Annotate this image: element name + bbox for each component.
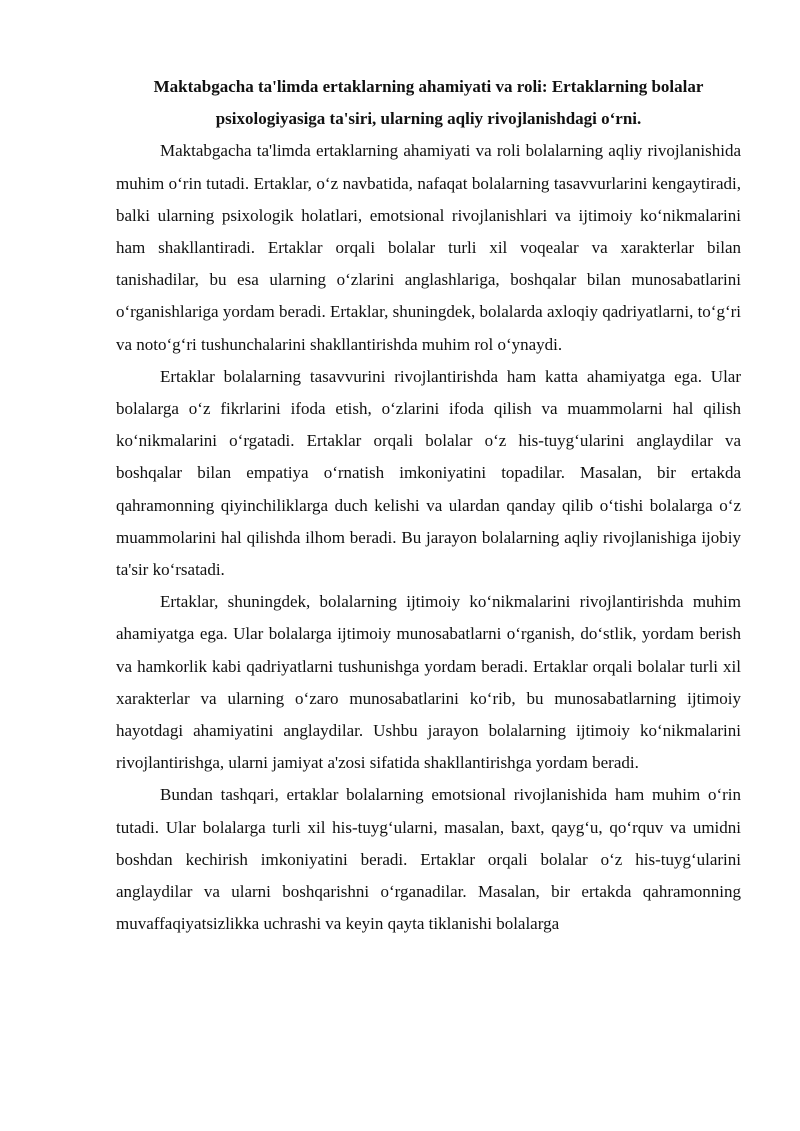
document-page [116, 71, 741, 940]
paragraph-2: Ertaklar bolalarning tasavvurini rivojlantirishda ham katta ahamiyatga ega. Ular bolalarga o‘z fikrlarini ifoda etish, o‘zlarini ifoda qilish va muammolarni hal qilish ko‘nikmalarini o‘rgatadi. Ertaklar orqali bolalar o‘z his-tuyg‘ularini anglaydilar va boshqalar bilan empatiya o‘rnatish imkoniyatini topadilar. Masalan, bir ertakda qahramonning qiyinchiliklarga duch kelishi va ulardan qanday qilib o‘tishi bolalarga o‘z muammolarini hal qilishda ilhom beradi. Bu jarayon bolalarning aqliy rivojlanishiga ijobiy ta'sir ko‘rsatadi. [116, 366, 741, 580]
document-title: Maktabgacha ta'limda ertaklarning ahamiyati va roli: Ertaklarning bolalar psixologiyasiga ta'siri, ularning aqliy rivojlanishdagi o‘rni. [153, 77, 704, 129]
paragraph-3: Ertaklar, shuningdek, bolalarning ijtimoiy ko‘nikmalarini rivojlantirishda muhim ahamiyatga ega. Ular bolalarga ijtimoiy munosabatlarni o‘rganish, do‘stlik, yordam berish va hamkorlik kabi qadriyatlarni tushunishga yordam beradi. Ertaklar orqali bolalar turli xil xarakterlar va ularning o‘zaro munosabatlarini ko‘rib, bu munosabatlarning ijtimoiy hayotdagi ahamiyatini anglaydilar. Ushbu jarayon bolalarning ijtimoiy ko‘nikmalarini rivojlantirishga, ularni jamiyat a'zosi sifatida shakllantirishga yordam beradi. [116, 592, 741, 773]
paragraph-4: Bundan tashqari, ertaklar bolalarning emotsional rivojlanishida ham muhim o‘rin tutadi. Ular bolalarga turli xil his-tuyg‘ularni, masalan, baxt, qayg‘u, qo‘rquv va umidni boshdan kechirish imkoniyatini beradi. Ertaklar orqali bolalar o‘z his-tuyg‘ularini anglaydilar va ularni boshqarishni o‘rganadilar. Masalan, bir ertakda qahramonning muvaffaqiyatsizlikka uchrashi va keyin qayta tiklanishi bolalarga [116, 785, 741, 934]
paragraph-1: Maktabgacha ta'limda ertaklarning ahamiyati va roli bolalarning aqliy rivojlanishida muhim o‘rin tutadi. Ertaklar, o‘z navbatida, nafaqat bolalarning tasavvurlarini kengaytiradi, balki ularning psixologik holatlari, emotsional rivojlanishlari va ijtimoiy ko‘nikmalarini ham shakllantiradi. Ertaklar orqali bolalar turli xil voqealar va xarakterlar bilan tanishadilar, bu esa ularning o‘zlarini anglashlariga, boshqalar bilan munosabatlarini o‘rganishlariga yordam beradi. Ertaklar, shuningdek, bolalarda axloqiy qadriyatlarni, to‘g‘ri va noto‘g‘ri tushunchalarini shakllantirishda muhim rol o‘ynaydi. [116, 141, 741, 354]
